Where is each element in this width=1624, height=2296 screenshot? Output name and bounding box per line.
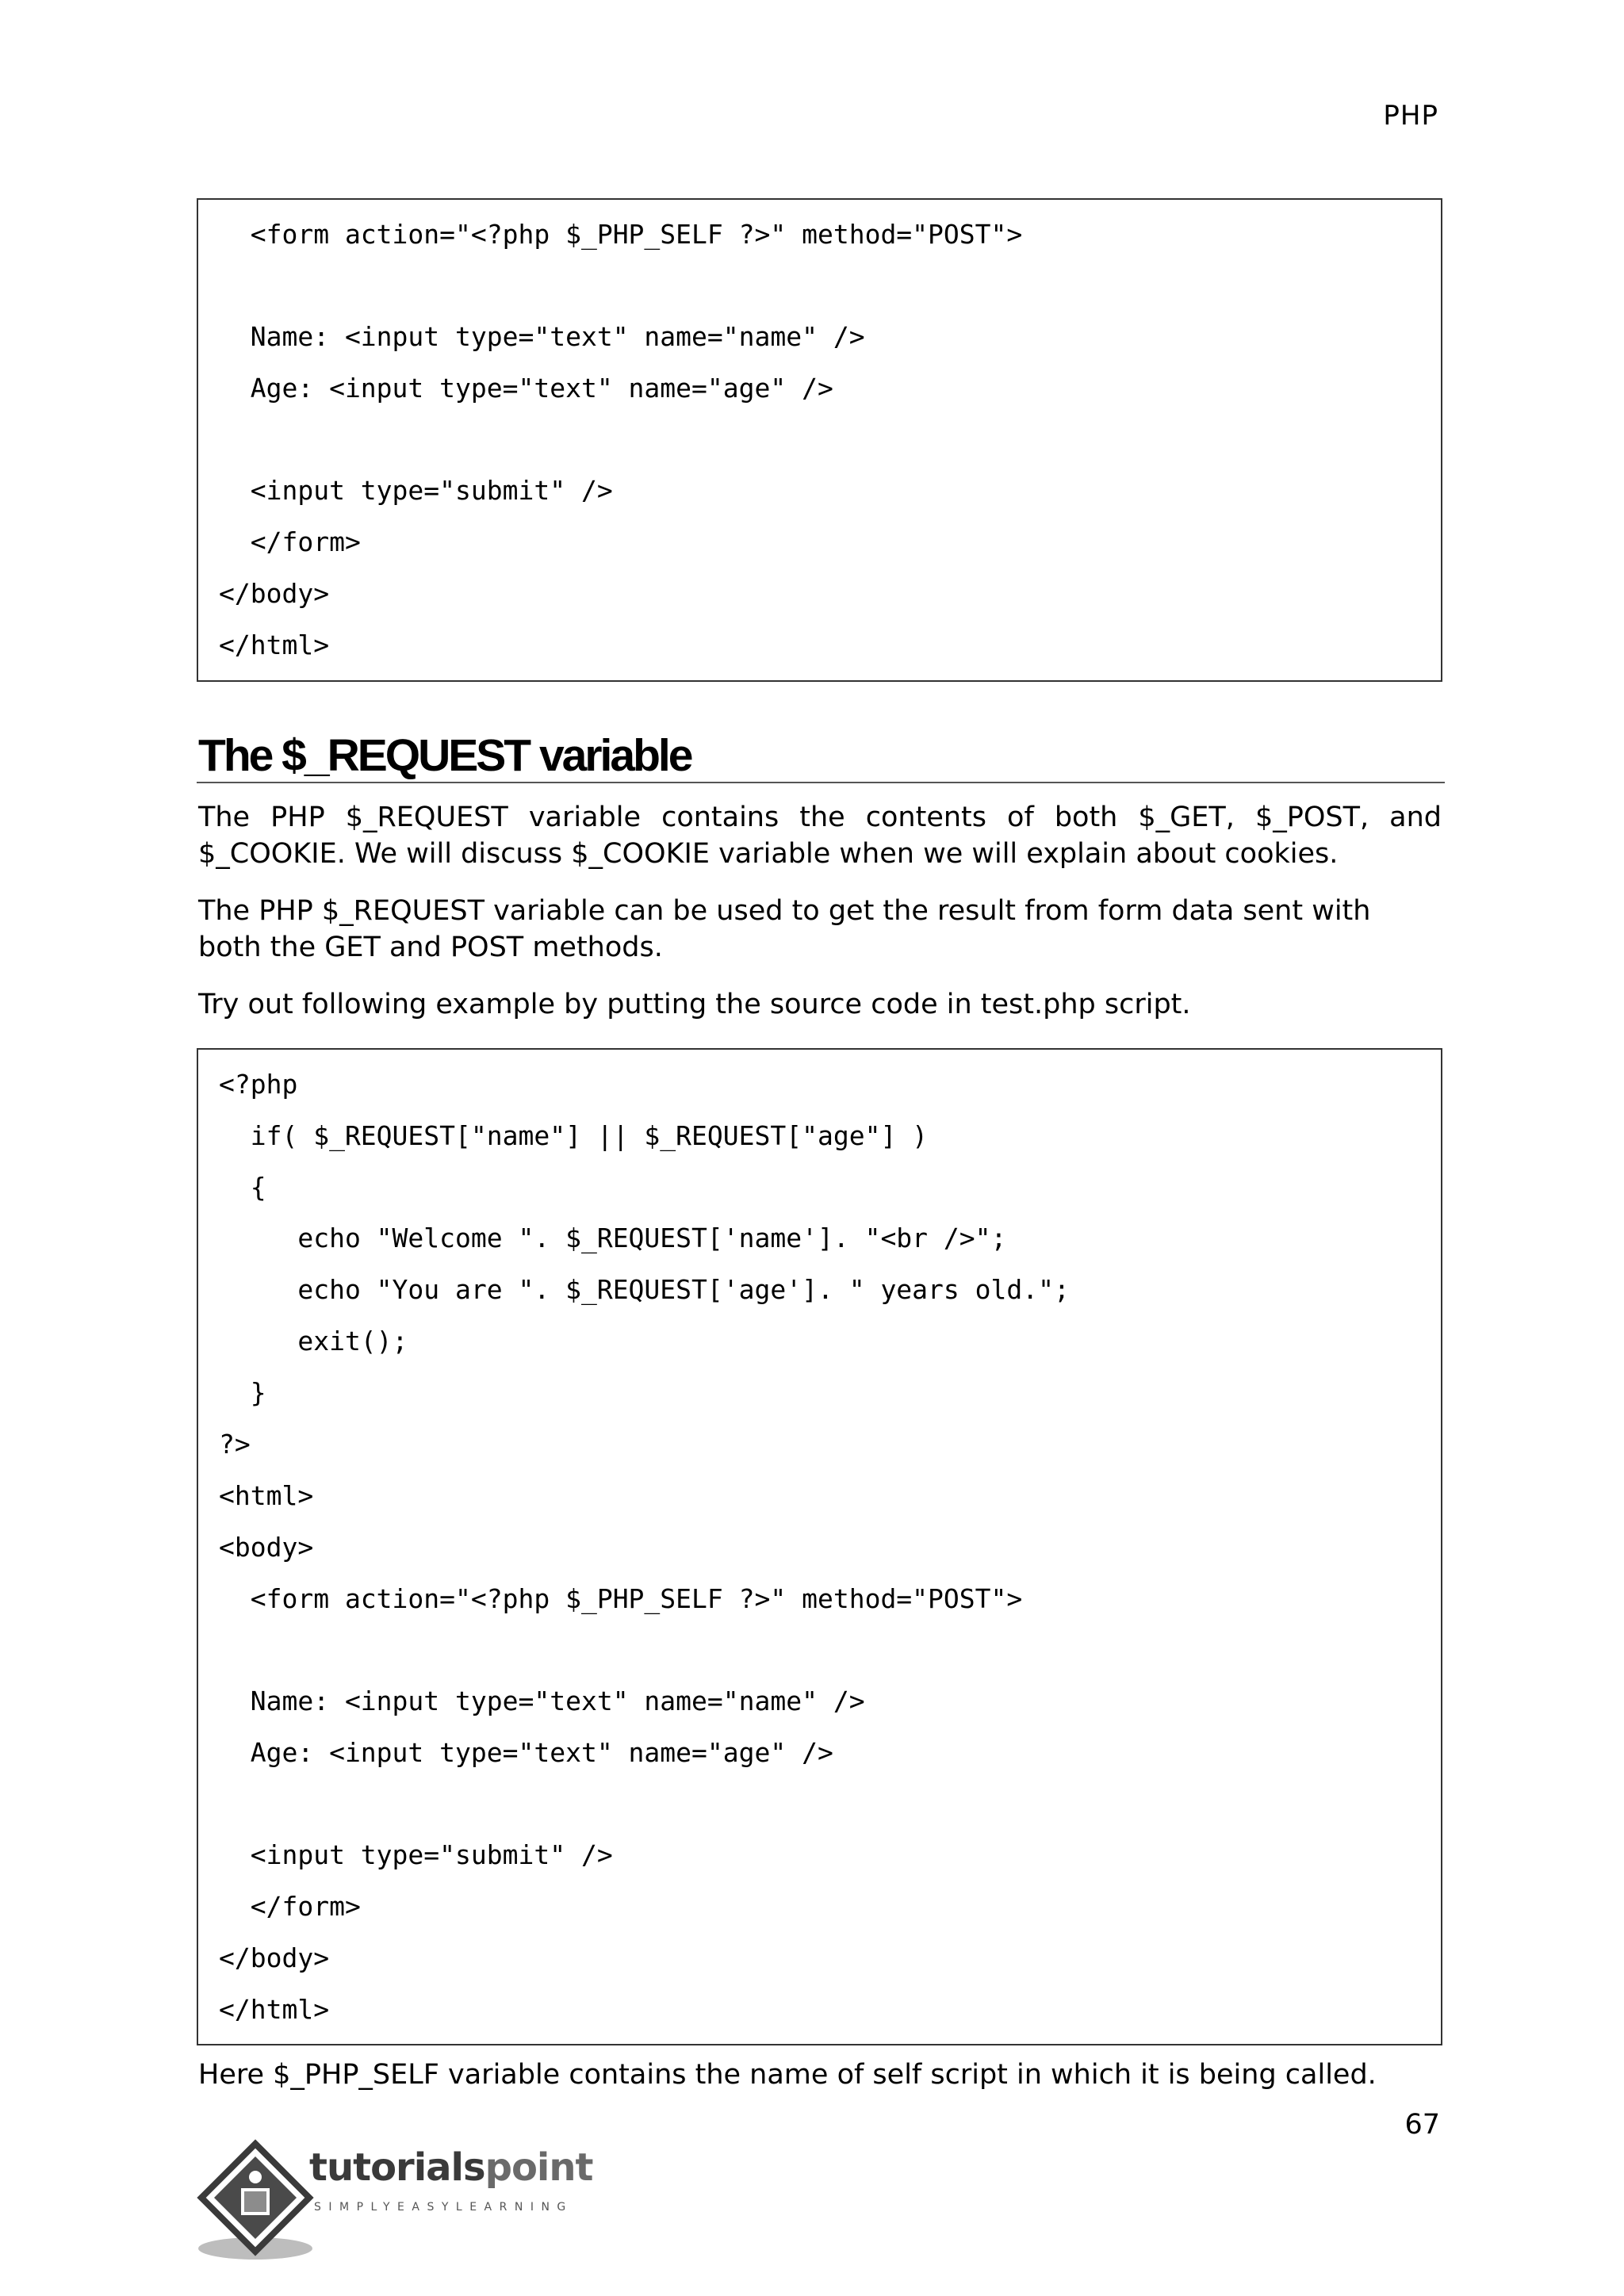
code-line: <?php <box>219 1069 298 1100</box>
logo-word-point: point <box>485 2145 593 2190</box>
code-block-1 <box>197 198 1442 682</box>
code-line: echo "You are ". $_REQUEST['age']. " years old."; <box>219 1274 1070 1305</box>
paragraph-1: The PHP $_REQUEST variable contains the contents of both $_GET, $_POST, and $_COOKIE. We will discuss $_COOKIE variable when we will explain about cookies. <box>198 802 1442 870</box>
logo-tagline: SIMPLYEASYLEARNING <box>314 2201 573 2214</box>
code-line: if( $_REQUEST["name"] || $_REQUEST["age"] ) <box>219 1120 929 1151</box>
code-line: <html> <box>219 1480 314 1511</box>
code-line: <form action="<?php $_PHP_SELF ?>" method="POST"> <box>219 1583 1023 1614</box>
logo-diamond-icon <box>197 2139 324 2266</box>
logo-word-tutorials: tutorials <box>309 2145 485 2190</box>
code-block-2 <box>197 1048 1442 2045</box>
code-line: Age: <input type="text" name="age" /> <box>219 1737 833 1768</box>
code-line: </html> <box>219 629 330 660</box>
code-line: <input type="submit" /> <box>219 1839 613 1870</box>
code-line: Name: <input type="text" name="name" /> <box>219 321 865 352</box>
code-line: </form> <box>219 526 361 557</box>
code-line: </form> <box>219 1891 361 1922</box>
code-line: <input type="submit" /> <box>219 475 613 506</box>
code-line: { <box>219 1172 266 1203</box>
code-line: </html> <box>219 1994 330 2025</box>
section-title: The $_REQUEST variable <box>198 730 691 781</box>
code-line: <form action="<?php $_PHP_SELF ?>" method="POST"> <box>219 219 1023 250</box>
code-line: echo "Welcome ". $_REQUEST['name']. "<br />"; <box>219 1223 1007 1253</box>
closing-paragraph: Here $_PHP_SELF variable contains the name of self script in which it is being called. <box>198 2059 1377 2091</box>
paragraph-2: The PHP $_REQUEST variable can be used to get the result from form data sent with both the GET and POST methods. <box>198 895 1371 963</box>
running-header: PHP <box>1383 100 1438 132</box>
paragraph-3: Try out following example by putting the source code in test.php script. <box>198 989 1191 1020</box>
code-line: </body> <box>219 578 330 609</box>
page-number: 67 <box>1404 2109 1440 2141</box>
code-line: Name: <input type="text" name="name" /> <box>219 1686 865 1716</box>
code-line: Age: <input type="text" name="age" /> <box>219 373 833 404</box>
code-line: </body> <box>219 1942 330 1973</box>
code-line: } <box>219 1377 266 1408</box>
section-title-rule <box>197 782 1445 783</box>
tutorialspoint-logo <box>197 2139 609 2266</box>
code-line: <body> <box>219 1532 314 1563</box>
code-line: exit(); <box>219 1326 408 1357</box>
code-line: ?> <box>219 1429 251 1460</box>
